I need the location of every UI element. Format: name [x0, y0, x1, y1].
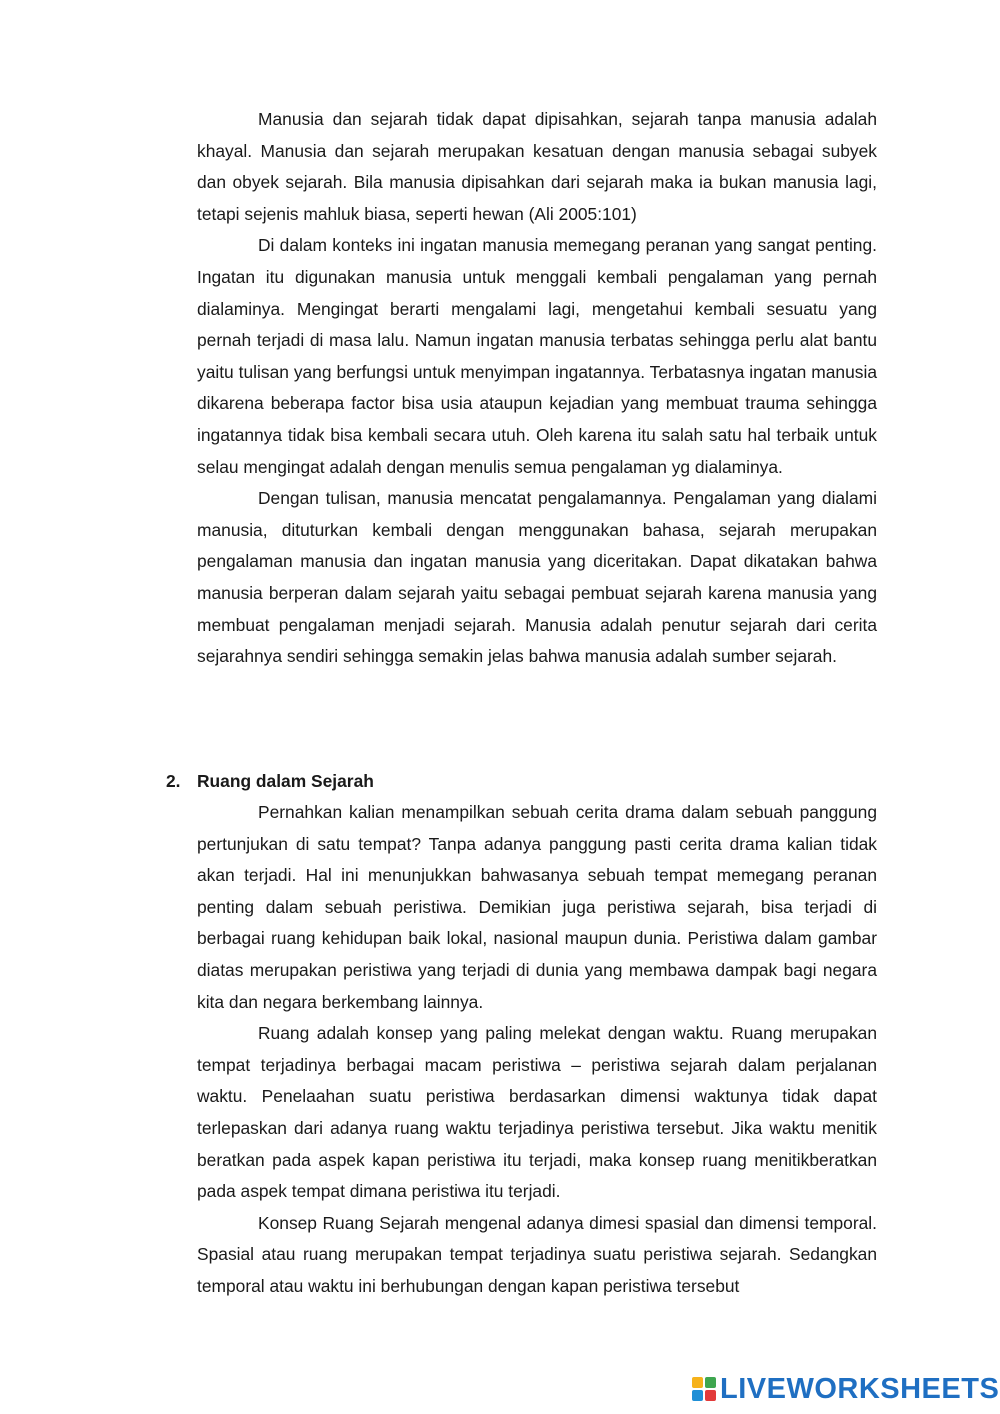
text-block-intro [197, 104, 877, 673]
paragraph: Dengan tulisan, manusia mencatat pengalamannya. Pengalaman yang dialami manusia, dituturkan kembali dengan menggunakan bahasa, sejarah merupakan pengalaman manusia dan ingatan manusia yang diceritakan. Dapat dikatakan bahwa manusia berperan dalam sejarah yaitu sebagai pembuat sejarah karena manusia yang membuat pengalaman menjadi sejarah. Manusia adalah penutur sejarah dari cerita sejarahnya sendiri sehingga semakin jelas bahwa manusia adalah sumber sejarah. [197, 488, 877, 667]
paragraph: Di dalam konteks ini ingatan manusia memegang peranan yang sangat penting. Ingatan itu digunakan manusia untuk menggali kembali pengalaman yang pernah dialaminya. Mengingat berarti mengalami lagi, mengetahui kembali sesuatu yang pernah terjadi di masa lalu. Namun ingatan manusia terbatas sehingga perlu alat bantu yaitu tulisan yang berfungsi untuk menyimpan ingatannya. Terbatasnya ingatan manusia dikarena beberapa factor bisa usia ataupun kejadian yang membuat trauma sehingga ingatannya tidak bisa kembali secara utuh. Oleh karena itu salah satu hal terbaik untuk selau mengingat adalah dengan menulis semua pengalaman yg dialaminya. [197, 235, 877, 477]
paragraph: Pernahkan kalian menampilkan sebuah cerita drama dalam sebuah panggung pertunjukan di satu tempat? Tanpa adanya panggung pasti cerita drama kalian tidak akan terjadi. Hal ini menunjukkan bahwasanya sebuah tempat memegang peranan penting dalam sebuah peristiwa. Demikian juga peristiwa sejarah, bisa terjadi di berbagai ruang kehidupan baik lokal, nasional maupun dunia. Peristiwa dalam gambar diatas merupakan peristiwa yang terjadi di dunia yang membawa dampak bagi negara kita dan negara berkembang lainnya. [197, 802, 877, 1012]
section-heading [166, 766, 374, 798]
paragraph: Manusia dan sejarah tidak dapat dipisahkan, sejarah tanpa manusia adalah khayal. Manusia dan sejarah merupakan kesatuan dengan manusia sebagai subyek dan obyek sejarah. Bila manusia dipisahkan dari sejarah maka ia bukan manusia lagi, tetapi sejenis mahluk biasa, seperti hewan (Ali 2005:101) [197, 109, 877, 224]
paragraph: Konsep Ruang Sejarah mengenal adanya dimesi spasial dan dimensi temporal. Spasial atau ruang merupakan tempat terjadinya suatu peristiwa sejarah. Sedangkan temporal atau waktu ini berhubungan dengan kapan peristiwa tersebut [197, 1212, 877, 1296]
section-number: 2. [166, 771, 181, 791]
brand-text: LIVEWORKSHEETS [720, 1372, 1000, 1405]
text-block-section [197, 797, 877, 1303]
liveworksheets-watermark [692, 1372, 999, 1406]
liveworksheets-logo-icon [692, 1377, 716, 1401]
section-title: Ruang dalam Sejarah [197, 771, 374, 791]
paragraph: Ruang adalah konsep yang paling melekat dengan waktu. Ruang merupakan tempat terjadinya berbagai macam peristiwa – peristiwa sejarah dalam perjalanan waktu. Penelaahan suatu peristiwa berdasarkan dimensi waktunya tidak dapat terlepaskan dari adanya ruang waktu terjadinya peristiwa tersebut. Jika waktu menitik beratkan pada aspek kapan peristiwa itu terjadi, maka konsep ruang menitikberatkan pada aspek tempat dimana peristiwa itu terjadi. [197, 1023, 877, 1202]
